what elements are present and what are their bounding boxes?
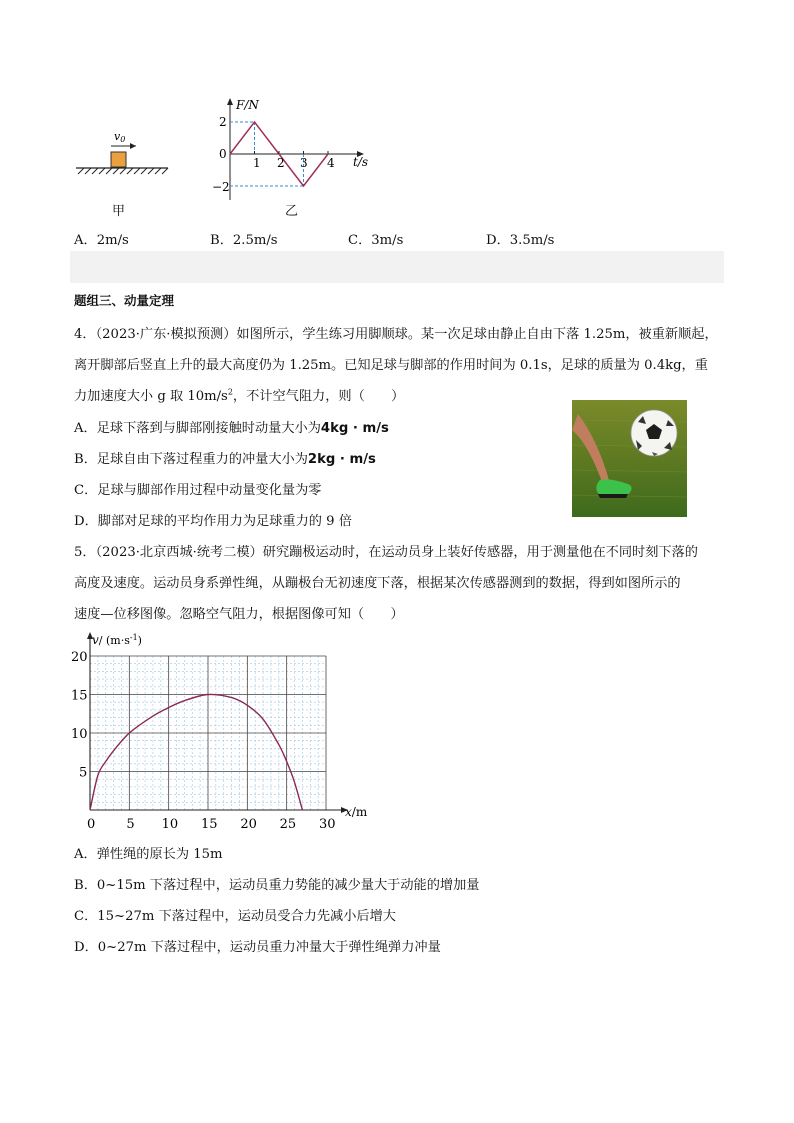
y-tick-label: 15: [71, 688, 88, 704]
y-tick-neg2: −2: [212, 180, 230, 194]
q4-line-1: 4．（2023·广东·模拟预测）如图所示，学生练习用脚顺球。某一次足球由静止自由下落 1.25m，被重新顺起，: [74, 327, 718, 342]
velocity-series-line: [90, 694, 302, 810]
y-axis-label: v/ $(m\cdot s^{-1})$: [92, 633, 142, 647]
q3-option-c[interactable]: C．3m/s: [348, 233, 404, 248]
q4-option-c[interactable]: C．足球与脚部作用过程中动量变化量为零: [74, 483, 322, 498]
x-tick-3: 3: [300, 156, 308, 170]
x-axis-label: t/s: [353, 155, 369, 169]
y-tick-label: 5: [79, 765, 88, 781]
q5-line-3: 速度—位移图像。忽略空气阻力，根据图像可知（ ）: [74, 607, 404, 622]
q5-option-d[interactable]: D．0~27m 下落过程中，运动员重力冲量大于弹性绳弹力冲量: [74, 940, 441, 955]
section-title: 题组三、动量定理: [74, 293, 175, 308]
q4-line-3: 力加速度大小 g 取 $10m/s^2$，不计空气阻力，则（ ）: [74, 387, 405, 404]
q3-option-b[interactable]: B．2.5m/s: [210, 233, 278, 248]
label-yi: 乙: [285, 204, 299, 219]
q5-option-a[interactable]: A．弹性绳的原长为 15m: [74, 847, 223, 862]
q5-line-1: 5．（2023·北京西城·统考二模）研究蹦极运动时，在运动员身上装好传感器，用于测量他在不同时刻下落的: [74, 545, 698, 560]
chart-force-time: [210, 96, 380, 206]
x-tick-2: 2: [277, 156, 285, 170]
x-axis-label: x/m: [345, 805, 368, 819]
q4-option-d[interactable]: D．脚部对足球的平均作用力为足球重力的 9 倍: [74, 514, 352, 529]
answer-area: [70, 251, 724, 283]
q4-option-a[interactable]: A．足球下落到与脚部刚接触时动量大小为4kg · m/s: [74, 421, 389, 436]
x-tick-label: 25: [279, 817, 297, 832]
q3-option-a[interactable]: A．2m/s: [74, 233, 129, 248]
q4-line-2: 离开脚部后竖直上升的最大高度仍为 1.25m。已知足球与脚部的作用时间为 0.1s，足球的质量为 0.4kg，重: [74, 358, 708, 373]
chart-velocity-displacement: [62, 628, 382, 833]
y-tick-0: 0: [219, 147, 227, 161]
x-tick-label: 15: [201, 817, 218, 832]
q5-line-2: 高度及速度。运动员身系弹性绳，从蹦极台无初速度下落，根据某次传感器测到的数据，得到如图所示的: [74, 576, 681, 591]
q5-option-b[interactable]: B．0~15m 下落过程中，运动员重力势能的减少量大于动能的增加量: [74, 878, 480, 893]
y-tick-label: 20: [71, 650, 88, 665]
x-tick-label: 20: [240, 817, 257, 832]
q5-option-c[interactable]: C．15~27m 下落过程中，运动员受合力先减小后增大: [74, 909, 396, 924]
v0-label: v0: [114, 130, 126, 144]
soccer-photo: [572, 400, 687, 517]
y-tick-label: 10: [71, 727, 88, 742]
y-tick-2: 2: [219, 115, 227, 129]
q3-option-d[interactable]: D．3.5m/s: [486, 233, 555, 248]
label-jia: 甲: [112, 204, 126, 219]
x-tick-label: 5: [126, 817, 135, 832]
x-tick-4: 4: [327, 156, 335, 170]
x-tick-1: 1: [253, 156, 261, 170]
y-axis-label: F/N: [236, 98, 259, 112]
x-tick-label: 10: [161, 817, 179, 832]
x-tick-label: 0: [87, 817, 96, 832]
x-tick-label: 30: [319, 817, 336, 832]
q4-option-b[interactable]: B．足球自由下落过程重力的冲量大小为2kg · m/s: [74, 452, 376, 467]
